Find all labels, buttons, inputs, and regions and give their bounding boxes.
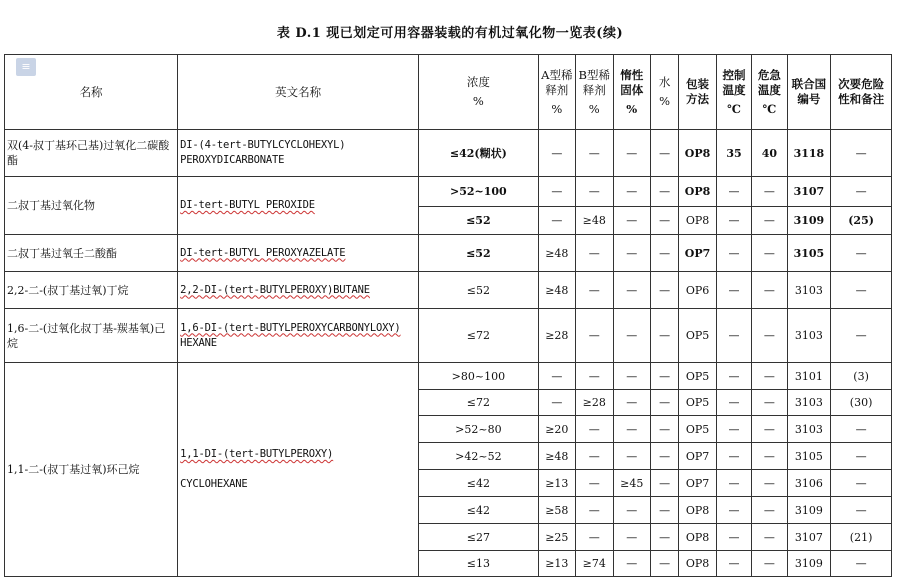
diluent-b-cell: ≥48 bbox=[576, 207, 613, 235]
un-number-cell: 3106 bbox=[787, 470, 831, 497]
emergency-temp-cell: — bbox=[752, 470, 787, 497]
control-temp-cell: 35 bbox=[716, 130, 751, 177]
packing-cell: OP8 bbox=[679, 207, 716, 235]
remarks-cell: — bbox=[831, 443, 892, 470]
en-name-line: HEXANE bbox=[180, 336, 217, 349]
diluent-b-cell: — bbox=[576, 363, 613, 390]
diluent-b-cell: — bbox=[576, 524, 613, 551]
control-temp-cell: — bbox=[716, 524, 751, 551]
control-temp-cell: — bbox=[716, 416, 751, 443]
inert-cell: — bbox=[613, 497, 650, 524]
en-name-cell bbox=[178, 235, 419, 272]
emergency-temp-cell: — bbox=[752, 177, 787, 207]
remarks-cell: (21) bbox=[831, 524, 892, 551]
diluent-a-cell: — bbox=[538, 177, 575, 207]
table-row bbox=[5, 130, 892, 177]
table-row bbox=[5, 177, 892, 207]
header-concentration bbox=[419, 55, 538, 130]
un-number-cell: 3118 bbox=[787, 130, 831, 177]
diluent-b-cell: — bbox=[576, 309, 613, 363]
diluent-b-cell: — bbox=[576, 470, 613, 497]
inert-cell: — bbox=[613, 130, 650, 177]
header-diluent-a-label: A型稀释剂 bbox=[541, 67, 573, 97]
header-diluent-b-label: B型稀释剂 bbox=[578, 67, 610, 97]
concentration-cell: ≤52 bbox=[419, 235, 538, 272]
remarks-cell: — bbox=[831, 551, 892, 577]
inert-cell: — bbox=[613, 416, 650, 443]
remarks-cell: — bbox=[831, 235, 892, 272]
emergency-temp-cell: — bbox=[752, 272, 787, 309]
packing-cell: OP8 bbox=[679, 497, 716, 524]
table-row bbox=[5, 272, 892, 309]
header-packing-method: 包装方法 bbox=[679, 55, 716, 130]
header-diluent-a bbox=[538, 55, 575, 130]
packing-cell: OP8 bbox=[679, 177, 716, 207]
packing-cell: OP7 bbox=[679, 235, 716, 272]
en-name-cell bbox=[178, 272, 419, 309]
cn-name-cell: 1,1-二-(叔丁基过氧)环己烷 bbox=[5, 363, 178, 577]
header-emergency-unit: ℃ bbox=[762, 101, 777, 116]
control-temp-cell: — bbox=[716, 363, 751, 390]
en-name-cell bbox=[178, 363, 419, 577]
un-number-cell: 3105 bbox=[787, 235, 831, 272]
remarks-cell: — bbox=[831, 309, 892, 363]
diluent-b-cell: — bbox=[576, 272, 613, 309]
remarks-cell: — bbox=[831, 177, 892, 207]
diluent-a-cell: — bbox=[538, 363, 575, 390]
emergency-temp-cell: — bbox=[752, 416, 787, 443]
packing-cell: OP7 bbox=[679, 470, 716, 497]
control-temp-cell: — bbox=[716, 470, 751, 497]
water-cell: — bbox=[650, 207, 678, 235]
diluent-a-cell: ≥20 bbox=[538, 416, 575, 443]
remarks-cell: — bbox=[831, 272, 892, 309]
diluent-b-cell: — bbox=[576, 235, 613, 272]
un-number-cell: 3107 bbox=[787, 177, 831, 207]
diluent-a-cell: ≥28 bbox=[538, 309, 575, 363]
un-number-cell: 3109 bbox=[787, 497, 831, 524]
remarks-cell: — bbox=[831, 497, 892, 524]
inert-cell: — bbox=[613, 551, 650, 577]
packing-cell: OP8 bbox=[679, 524, 716, 551]
water-cell: — bbox=[650, 470, 678, 497]
control-temp-cell: — bbox=[716, 309, 751, 363]
diluent-a-cell: ≥58 bbox=[538, 497, 575, 524]
cn-name-cell: 2,2-二-(叔丁基过氧)丁烷 bbox=[5, 272, 178, 309]
control-temp-cell: — bbox=[716, 443, 751, 470]
header-cn-name: 名称 bbox=[5, 55, 178, 130]
en-name-line: 1,6-DI-(tert-BUTYLPEROXYCARBONYLOXY) bbox=[180, 321, 401, 334]
diluent-a-cell: — bbox=[538, 207, 575, 235]
header-control-temp bbox=[716, 55, 751, 130]
water-cell: — bbox=[650, 177, 678, 207]
diluent-a-cell: ≥48 bbox=[538, 443, 575, 470]
cn-name-cell: 1,6-二-(过氧化叔丁基-羰基氧)己烷 bbox=[5, 309, 178, 363]
table-row bbox=[5, 235, 892, 272]
emergency-temp-cell: — bbox=[752, 235, 787, 272]
un-number-cell: 3103 bbox=[787, 390, 831, 416]
en-name-cell bbox=[178, 309, 419, 363]
header-emergency-temp bbox=[752, 55, 787, 130]
packing-cell: OP5 bbox=[679, 390, 716, 416]
packing-cell: OP8 bbox=[679, 130, 716, 177]
en-name-line: CYCLOHEXANE bbox=[180, 478, 248, 490]
diluent-b-cell: — bbox=[576, 416, 613, 443]
header-diluent-a-unit: % bbox=[551, 101, 563, 116]
cn-name-cell: 二叔丁基过氧化物 bbox=[5, 177, 178, 235]
header-en-name: 英文名称 bbox=[178, 55, 419, 130]
packing-cell: OP7 bbox=[679, 443, 716, 470]
packing-cell: OP5 bbox=[679, 363, 716, 390]
diluent-a-cell: ≥48 bbox=[538, 272, 575, 309]
control-temp-cell: — bbox=[716, 272, 751, 309]
header-control-label: 控制温度 bbox=[722, 67, 746, 97]
concentration-cell: >42~52 bbox=[419, 443, 538, 470]
diluent-b-cell: — bbox=[576, 177, 613, 207]
packing-cell: OP8 bbox=[679, 551, 716, 577]
concentration-cell: ≤52 bbox=[419, 207, 538, 235]
emergency-temp-cell: — bbox=[752, 363, 787, 390]
water-cell: — bbox=[650, 363, 678, 390]
cn-name-cell: 二叔丁基过氧壬二酸酯 bbox=[5, 235, 178, 272]
remarks-cell: (3) bbox=[831, 363, 892, 390]
inert-cell: — bbox=[613, 443, 650, 470]
emergency-temp-cell: — bbox=[752, 551, 787, 577]
packing-cell: OP5 bbox=[679, 416, 716, 443]
emergency-temp-cell: — bbox=[752, 497, 787, 524]
remarks-cell: (30) bbox=[831, 390, 892, 416]
water-cell: — bbox=[650, 551, 678, 577]
un-number-cell: 3101 bbox=[787, 363, 831, 390]
concentration-cell: ≤72 bbox=[419, 390, 538, 416]
diluent-b-cell: — bbox=[576, 130, 613, 177]
packing-cell: OP6 bbox=[679, 272, 716, 309]
header-concentration-label: 浓度 bbox=[466, 75, 490, 89]
en-name-line: DI-tert-BUTYL PEROXYAZELATE bbox=[180, 246, 346, 259]
concentration-cell: ≤27 bbox=[419, 524, 538, 551]
header-remarks: 次要危险性和备注 bbox=[831, 55, 892, 130]
diluent-a-cell: ≥25 bbox=[538, 524, 575, 551]
diluent-a-cell: ≥13 bbox=[538, 551, 575, 577]
control-temp-cell: — bbox=[716, 497, 751, 524]
en-name-cell bbox=[178, 130, 419, 177]
table-title: 表 D.1 现已划定可用容器装载的有机过氧化物一览表(续) bbox=[276, 26, 624, 41]
diluent-a-cell: — bbox=[538, 130, 575, 177]
emergency-temp-cell: — bbox=[752, 207, 787, 235]
water-cell: — bbox=[650, 416, 678, 443]
un-number-cell: 3105 bbox=[787, 443, 831, 470]
header-row bbox=[5, 55, 892, 130]
control-temp-cell: — bbox=[716, 207, 751, 235]
header-inert-solid bbox=[613, 55, 650, 130]
un-number-cell: 3103 bbox=[787, 272, 831, 309]
diluent-a-cell: ≥48 bbox=[538, 235, 575, 272]
diluent-a-cell: ≥13 bbox=[538, 470, 575, 497]
en-name-line: DI-tert-BUTYL PEROXIDE bbox=[180, 199, 315, 211]
peroxide-table bbox=[4, 54, 892, 577]
header-emergency-label: 危急温度 bbox=[757, 67, 781, 97]
diluent-b-cell: — bbox=[576, 443, 613, 470]
header-water-label: 水 bbox=[658, 75, 671, 89]
en-name-line: 1,1-DI-(tert-BUTYLPEROXY) bbox=[180, 448, 334, 460]
emergency-temp-cell: — bbox=[752, 443, 787, 470]
header-water-unit: % bbox=[659, 94, 671, 108]
inert-cell: — bbox=[613, 309, 650, 363]
concentration-cell: ≤13 bbox=[419, 551, 538, 577]
table-row bbox=[5, 363, 892, 390]
packing-cell: OP5 bbox=[679, 309, 716, 363]
concentration-cell: ≤52 bbox=[419, 272, 538, 309]
inert-cell: — bbox=[613, 363, 650, 390]
un-number-cell: 3103 bbox=[787, 309, 831, 363]
header-inert-unit: % bbox=[626, 101, 638, 116]
control-temp-cell: — bbox=[716, 551, 751, 577]
en-name-line: DI-(4-tert-BUTYLCYCLOHEXYL) bbox=[180, 139, 346, 151]
emergency-temp-cell: — bbox=[752, 390, 787, 416]
un-number-cell: 3107 bbox=[787, 524, 831, 551]
inert-cell: — bbox=[613, 390, 650, 416]
concentration-cell: >80~100 bbox=[419, 363, 538, 390]
inert-cell: — bbox=[613, 524, 650, 551]
header-diluent-b bbox=[576, 55, 613, 130]
emergency-temp-cell: 40 bbox=[752, 130, 787, 177]
diluent-a-cell: — bbox=[538, 390, 575, 416]
water-cell: — bbox=[650, 524, 678, 551]
water-cell: — bbox=[650, 443, 678, 470]
water-cell: — bbox=[650, 497, 678, 524]
header-inert-label: 惰性固体 bbox=[620, 67, 644, 97]
remarks-cell: — bbox=[831, 130, 892, 177]
concentration-cell: >52~80 bbox=[419, 416, 538, 443]
table-row bbox=[5, 309, 892, 363]
inert-cell: ≥45 bbox=[613, 470, 650, 497]
concentration-cell: >52~100 bbox=[419, 177, 538, 207]
header-water bbox=[650, 55, 678, 130]
inert-cell: — bbox=[613, 207, 650, 235]
remarks-cell: — bbox=[831, 470, 892, 497]
un-number-cell: 3103 bbox=[787, 416, 831, 443]
control-temp-cell: — bbox=[716, 390, 751, 416]
en-name-cell bbox=[178, 177, 419, 235]
header-diluent-b-unit: % bbox=[588, 101, 600, 116]
diluent-b-cell: ≥74 bbox=[576, 551, 613, 577]
un-number-cell: 3109 bbox=[787, 207, 831, 235]
emergency-temp-cell: — bbox=[752, 309, 787, 363]
diluent-b-cell: — bbox=[576, 497, 613, 524]
en-name-line: PEROXYDICARBONATE bbox=[180, 154, 285, 166]
document-icon: ≡ bbox=[16, 58, 36, 76]
water-cell: — bbox=[650, 390, 678, 416]
control-temp-cell: — bbox=[716, 235, 751, 272]
header-control-unit: ℃ bbox=[727, 101, 741, 116]
water-cell: — bbox=[650, 130, 678, 177]
water-cell: — bbox=[650, 272, 678, 309]
inert-cell: — bbox=[613, 235, 650, 272]
inert-cell: — bbox=[613, 272, 650, 309]
concentration-cell: ≤42(糊状) bbox=[419, 130, 538, 177]
concentration-cell: ≤72 bbox=[419, 309, 538, 363]
header-concentration-unit: % bbox=[472, 94, 484, 108]
remarks-cell: (25) bbox=[831, 207, 892, 235]
concentration-cell: ≤42 bbox=[419, 470, 538, 497]
concentration-cell: ≤42 bbox=[419, 497, 538, 524]
header-un-number: 联合国编号 bbox=[787, 55, 831, 130]
diluent-b-cell: ≥28 bbox=[576, 390, 613, 416]
water-cell: — bbox=[650, 235, 678, 272]
cn-name-cell: 双(4-叔丁基环己基)过氧化二碳酸酯 bbox=[5, 130, 178, 177]
un-number-cell: 3109 bbox=[787, 551, 831, 577]
en-name-line: 2,2-DI-(tert-BUTYLPEROXY)BUTANE bbox=[180, 283, 370, 296]
water-cell: — bbox=[650, 309, 678, 363]
emergency-temp-cell: — bbox=[752, 524, 787, 551]
remarks-cell: — bbox=[831, 416, 892, 443]
inert-cell: — bbox=[613, 177, 650, 207]
control-temp-cell: — bbox=[716, 177, 751, 207]
